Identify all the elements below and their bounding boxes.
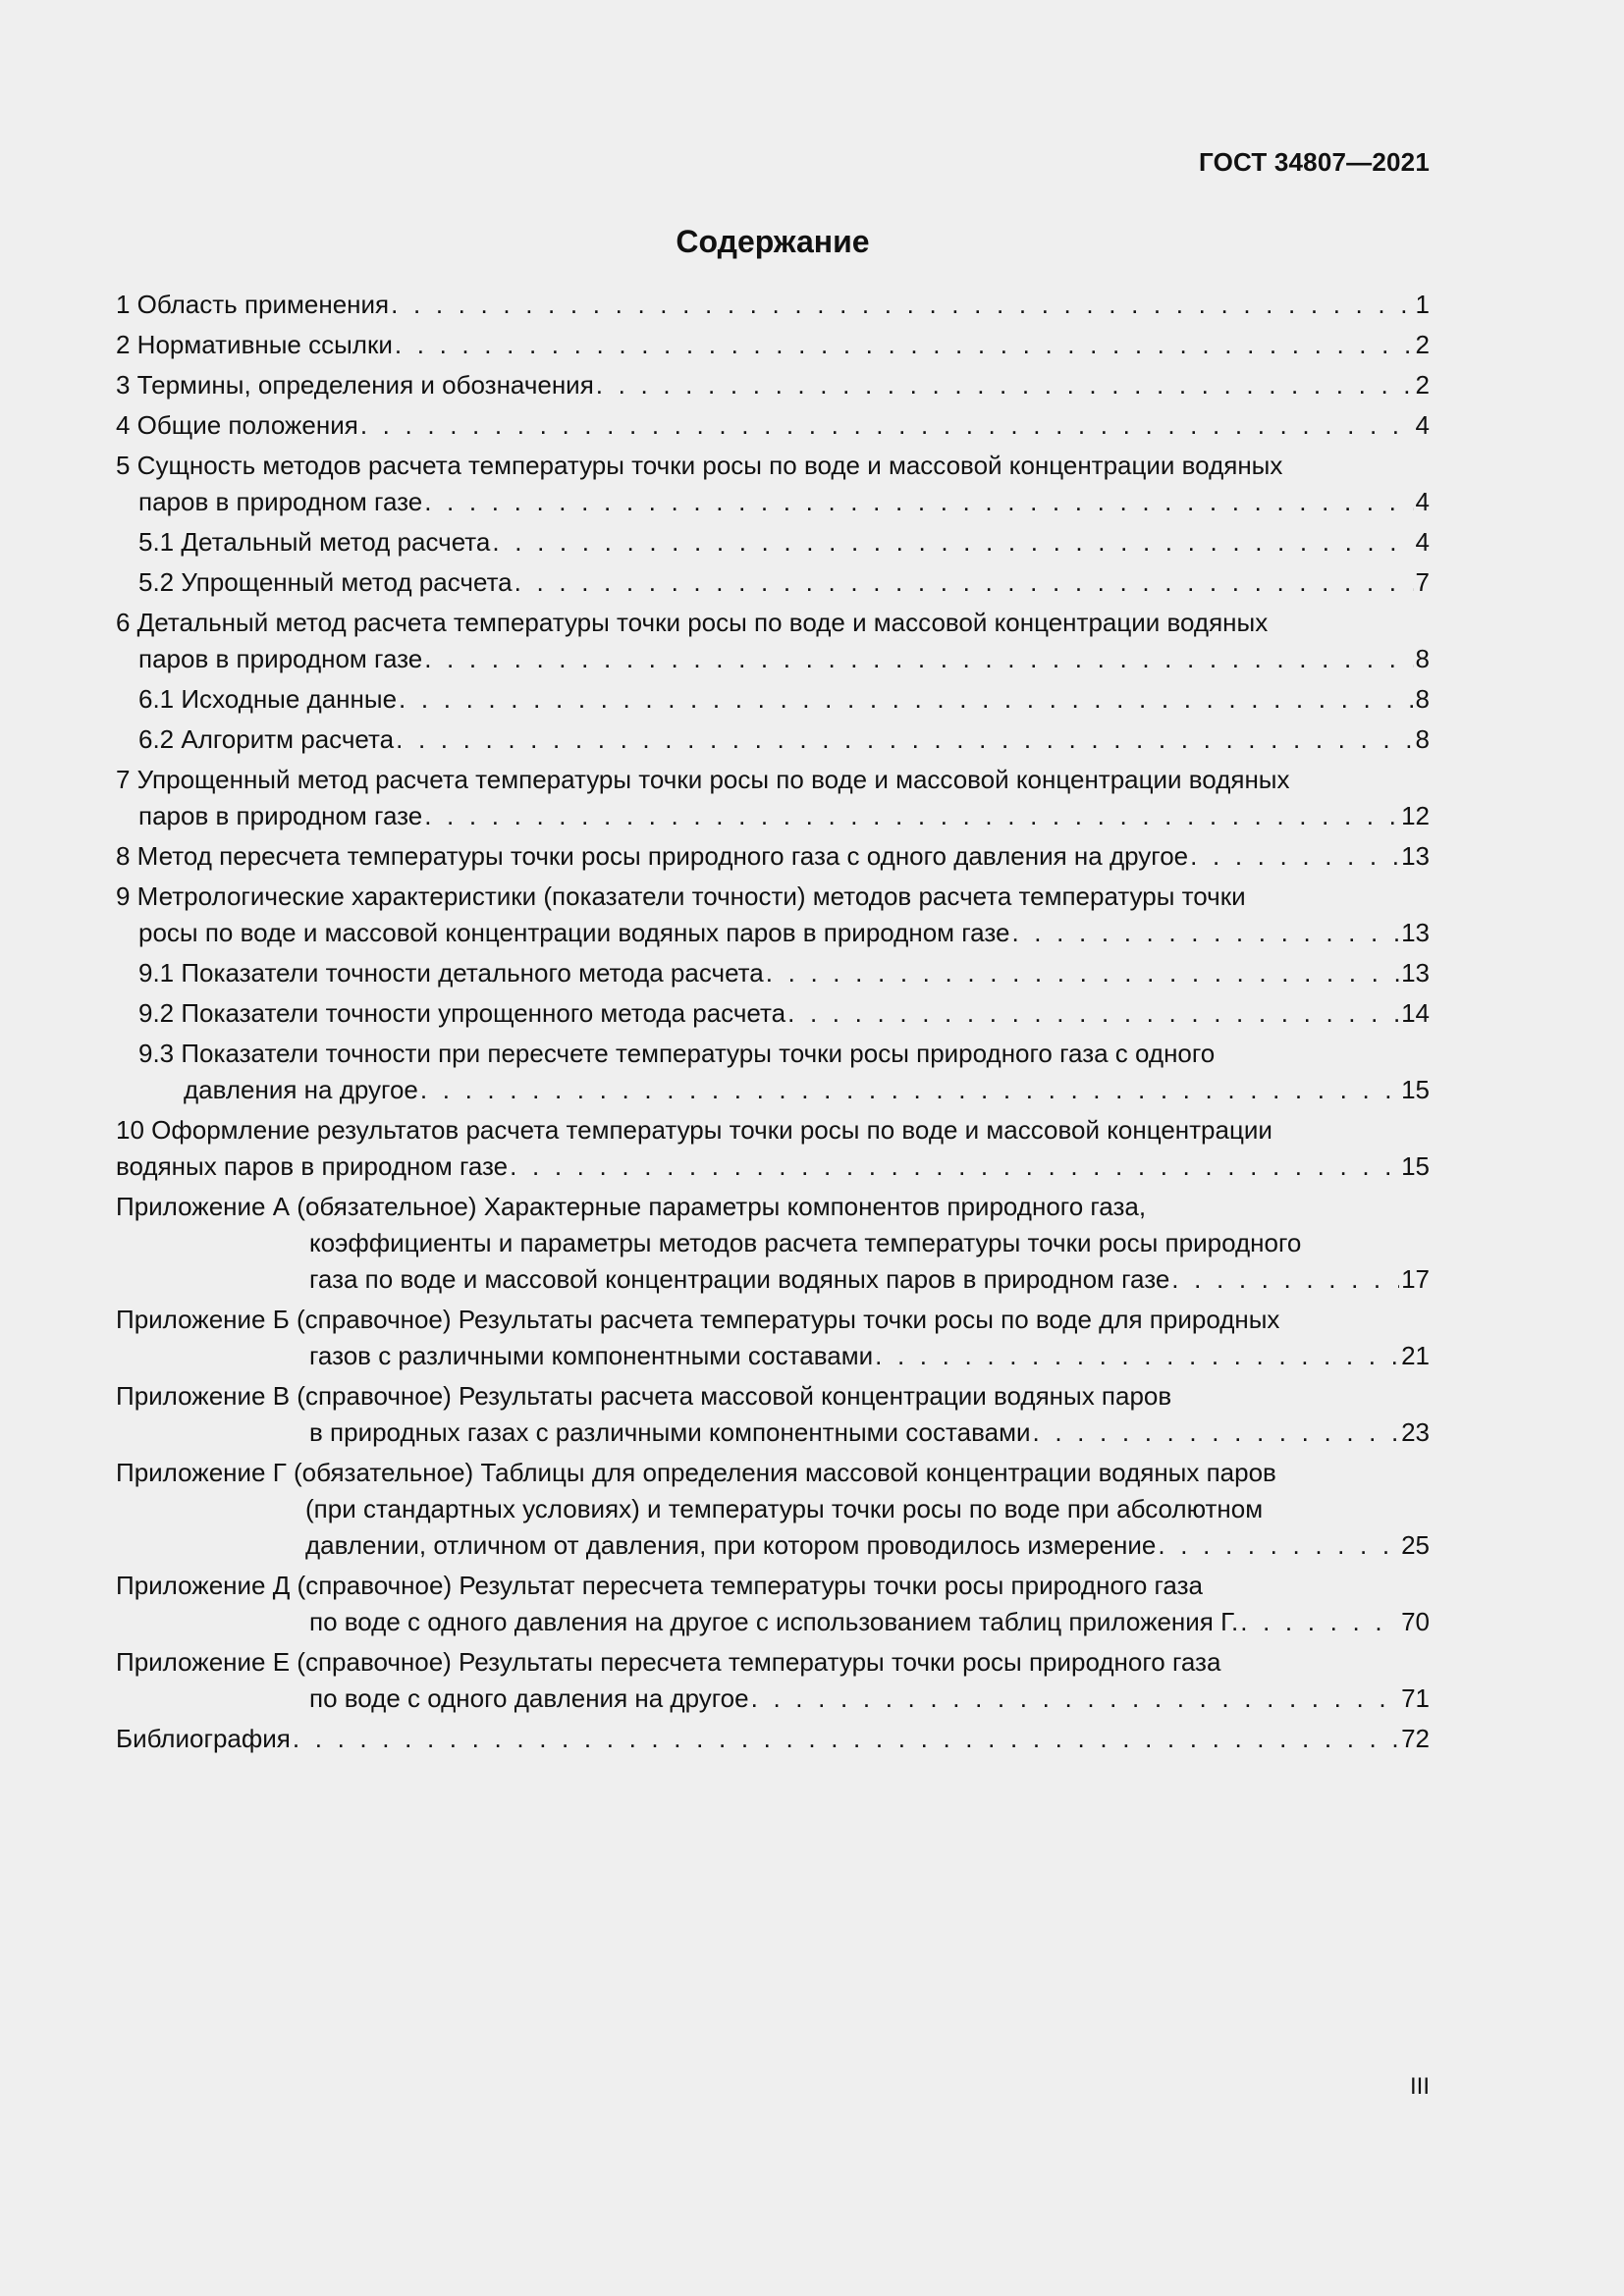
toc-page-number: 72 — [1401, 1724, 1430, 1753]
toc-entry[interactable] — [116, 1455, 1430, 1564]
toc-page-number: 4 — [1415, 487, 1430, 516]
toc-entry-row — [116, 1261, 1430, 1298]
toc-entry[interactable] — [116, 1112, 1430, 1185]
toc-entry-line: 9 Метрологические характеристики (показатели точности) методов расчета температуры точки — [116, 881, 1246, 911]
toc-page-number: 15 — [1401, 1151, 1430, 1181]
toc-entry-row — [116, 995, 1430, 1032]
dot-leader — [514, 564, 1414, 601]
toc-entry[interactable] — [116, 1644, 1430, 1717]
toc-entry[interactable] — [116, 1568, 1430, 1640]
toc-entry-title: 1 Область применения — [116, 290, 390, 319]
toc-entry-line: Приложение Г (обязательное) Таблицы для определения массовой концентрации водяных паров — [116, 1458, 1276, 1487]
toc-page-number: 70 — [1401, 1607, 1430, 1636]
toc-entry[interactable] — [116, 1721, 1430, 1757]
dot-leader — [492, 524, 1413, 561]
toc-entry-row — [116, 367, 1430, 403]
toc-entry-title: 6.1 Исходные данные — [138, 684, 398, 714]
toc-entry-title: паров в природном газе — [138, 801, 423, 830]
toc-entry-line: Приложение Е (справочное) Результаты пересчета температуры точки росы природного газа — [116, 1647, 1221, 1677]
toc-page-number: 8 — [1415, 684, 1430, 714]
toc-entry-line: 9.3 Показатели точности при пересчете температуры точки росы природного газа с одного — [138, 1039, 1216, 1068]
toc-entry-line: 6 Детальный метод расчета температуры точки росы по воде и массовой концентрации водяных — [116, 608, 1269, 637]
dot-leader — [424, 798, 1399, 834]
toc-entry-row — [116, 564, 1430, 601]
toc-entry-row — [116, 327, 1430, 363]
toc-entry[interactable] — [116, 681, 1430, 718]
toc-entry-title: росы по воде и массовой концентрации водяных паров в природном газе — [138, 918, 1010, 947]
toc-entry-row — [116, 1415, 1430, 1451]
toc-entry-line: Приложение В (справочное) Результаты расчета массовой концентрации водяных паров — [116, 1381, 1172, 1411]
toc-entry-row — [116, 1338, 1430, 1374]
toc-entry-row — [116, 1721, 1430, 1757]
toc-entry-row — [116, 1604, 1430, 1640]
toc-entry-title: по воде с одного давления на другое с использованием таблиц приложения Г. — [309, 1607, 1239, 1636]
dot-leader — [360, 407, 1414, 444]
toc-entry-row — [116, 1072, 1430, 1108]
toc-entry[interactable] — [116, 287, 1430, 323]
dot-leader — [399, 681, 1413, 718]
toc-entry-line: Приложение Д (справочное) Результат пересчета температуры точки росы природного газа — [116, 1571, 1203, 1600]
dot-leader — [395, 327, 1414, 363]
dot-leader — [596, 367, 1414, 403]
toc-page-number: 17 — [1401, 1264, 1430, 1294]
toc-entry-line: Приложение Б (справочное) Результаты расчета температуры точки росы по воде для природных — [116, 1305, 1280, 1334]
toc-page-number: 4 — [1415, 527, 1430, 557]
toc-entry-row — [116, 524, 1430, 561]
toc-entry-title: давлении, отличном от давления, при котором проводилось измерение — [305, 1530, 1157, 1560]
toc-entry-line: (при стандартных условиях) и температуры точки росы по воде при абсолютном — [305, 1494, 1264, 1523]
toc-page-number: 13 — [1401, 918, 1430, 947]
toc-entry[interactable] — [116, 407, 1430, 444]
toc-entry-title: по воде с одного давления на другое — [309, 1683, 749, 1713]
toc-page-number: 8 — [1415, 724, 1430, 754]
dot-leader — [1158, 1527, 1399, 1564]
toc-entry-row — [116, 1527, 1430, 1564]
toc-entry-row — [116, 484, 1430, 520]
toc-entry-title: 6.2 Алгоритм расчета — [138, 724, 395, 754]
table-of-contents — [116, 287, 1430, 1761]
toc-page-number: 13 — [1401, 958, 1430, 988]
toc-entry-line: коэффициенты и параметры методов расчета температуры точки росы природного — [309, 1228, 1302, 1257]
toc-entry[interactable] — [116, 995, 1430, 1032]
dot-leader — [391, 287, 1413, 323]
toc-page-number: 2 — [1415, 330, 1430, 359]
toc-entry-row — [116, 1681, 1430, 1717]
dot-leader — [293, 1721, 1399, 1757]
toc-entry-row — [116, 287, 1430, 323]
toc-entry[interactable] — [116, 1378, 1430, 1451]
toc-entry-row — [116, 955, 1430, 991]
toc-entry[interactable] — [116, 564, 1430, 601]
toc-entry[interactable] — [116, 838, 1430, 875]
toc-entry[interactable] — [116, 1302, 1430, 1374]
toc-entry-title: 5.2 Упрощенный метод расчета — [138, 567, 513, 597]
toc-entry-title: 2 Нормативные ссылки — [116, 330, 393, 359]
toc-entry[interactable] — [116, 1189, 1430, 1298]
page-folio: III — [1409, 2073, 1430, 2100]
toc-page-number: 14 — [1401, 998, 1430, 1028]
toc-entry-title: 8 Метод пересчета температуры точки росы природного газа с одного давления на другое — [116, 841, 1189, 871]
toc-entry[interactable] — [116, 721, 1430, 758]
toc-entry-line: 5 Сущность методов расчета температуры точки росы по воде и массовой концентрации водяных — [116, 451, 1283, 480]
dot-leader — [1171, 1261, 1399, 1298]
toc-entry-line: 7 Упрощенный метод расчета температуры точки росы по воде и массовой концентрации водяных — [116, 765, 1290, 794]
toc-entry-row — [116, 915, 1430, 951]
document-code: ГОСТ 34807—2021 — [1199, 147, 1430, 177]
toc-page-number: 12 — [1401, 801, 1430, 830]
toc-entry-title: 9.2 Показатели точности упрощенного метода расчета — [138, 998, 786, 1028]
dot-leader — [1011, 915, 1399, 951]
toc-entry-row — [116, 681, 1430, 718]
toc-entry-title: паров в природном газе — [138, 487, 423, 516]
toc-entry-row — [116, 641, 1430, 677]
dot-leader — [1032, 1415, 1399, 1451]
dot-leader — [420, 1072, 1399, 1108]
toc-entry-title: паров в природном газе — [138, 644, 423, 673]
toc-page-number: 4 — [1415, 410, 1430, 440]
toc-entry[interactable] — [116, 524, 1430, 561]
toc-entry[interactable] — [116, 955, 1430, 991]
toc-entry-title: в природных газах с различными компонентными составами — [309, 1417, 1031, 1447]
toc-page-number: 1 — [1415, 290, 1430, 319]
toc-entry-title: 5.1 Детальный метод расчета — [138, 527, 491, 557]
toc-entry[interactable] — [116, 605, 1430, 677]
toc-entry-title: газов с различными компонентными составами — [309, 1341, 874, 1370]
toc-page-number: 2 — [1415, 370, 1430, 400]
toc-entry-row — [116, 721, 1430, 758]
toc-entry-title: 9.1 Показатели точности детального метода расчета — [138, 958, 764, 988]
toc-title: Содержание — [676, 224, 870, 259]
toc-entry-title: водяных паров в природном газе — [116, 1151, 509, 1181]
dot-leader — [787, 995, 1399, 1032]
toc-entry-row — [116, 1148, 1430, 1185]
toc-entry-title: Библиография — [116, 1724, 291, 1753]
dot-leader — [1240, 1604, 1399, 1640]
toc-entry[interactable] — [116, 762, 1430, 834]
dot-leader — [510, 1148, 1399, 1185]
toc-entry-title: газа по воде и массовой концентрации водяных паров в природном газе — [309, 1264, 1170, 1294]
dot-leader — [751, 1681, 1399, 1717]
toc-page-number: 23 — [1401, 1417, 1430, 1447]
toc-entry[interactable] — [116, 448, 1430, 520]
toc-entry[interactable] — [116, 367, 1430, 403]
toc-entry-title: 3 Термины, определения и обозначения — [116, 370, 594, 400]
dot-leader — [424, 484, 1413, 520]
toc-entry[interactable] — [116, 879, 1430, 951]
toc-entry-row — [116, 838, 1430, 875]
toc-page-number: 21 — [1401, 1341, 1430, 1370]
dot-leader — [396, 721, 1413, 758]
toc-entry-row — [116, 798, 1430, 834]
toc-entry-title: давления на другое — [184, 1075, 418, 1104]
toc-entry-line: Приложение А (обязательное) Характерные параметры компонентов природного газа, — [116, 1192, 1147, 1221]
toc-page-number: 13 — [1401, 841, 1430, 871]
dot-leader — [875, 1338, 1399, 1374]
dot-leader — [766, 955, 1399, 991]
toc-page-number: 7 — [1415, 567, 1430, 597]
toc-page-number: 25 — [1401, 1530, 1430, 1560]
toc-entry[interactable] — [116, 1036, 1430, 1108]
dot-leader — [1190, 838, 1399, 875]
toc-entry-title: 4 Общие положения — [116, 410, 358, 440]
toc-page-number: 8 — [1415, 644, 1430, 673]
toc-entry-row — [116, 407, 1430, 444]
dot-leader — [424, 641, 1413, 677]
toc-page-number: 15 — [1401, 1075, 1430, 1104]
toc-page-number: 71 — [1401, 1683, 1430, 1713]
toc-entry-line: 10 Оформление результатов расчета температуры точки росы по воде и массовой концентрации — [116, 1115, 1272, 1145]
toc-entry[interactable] — [116, 327, 1430, 363]
